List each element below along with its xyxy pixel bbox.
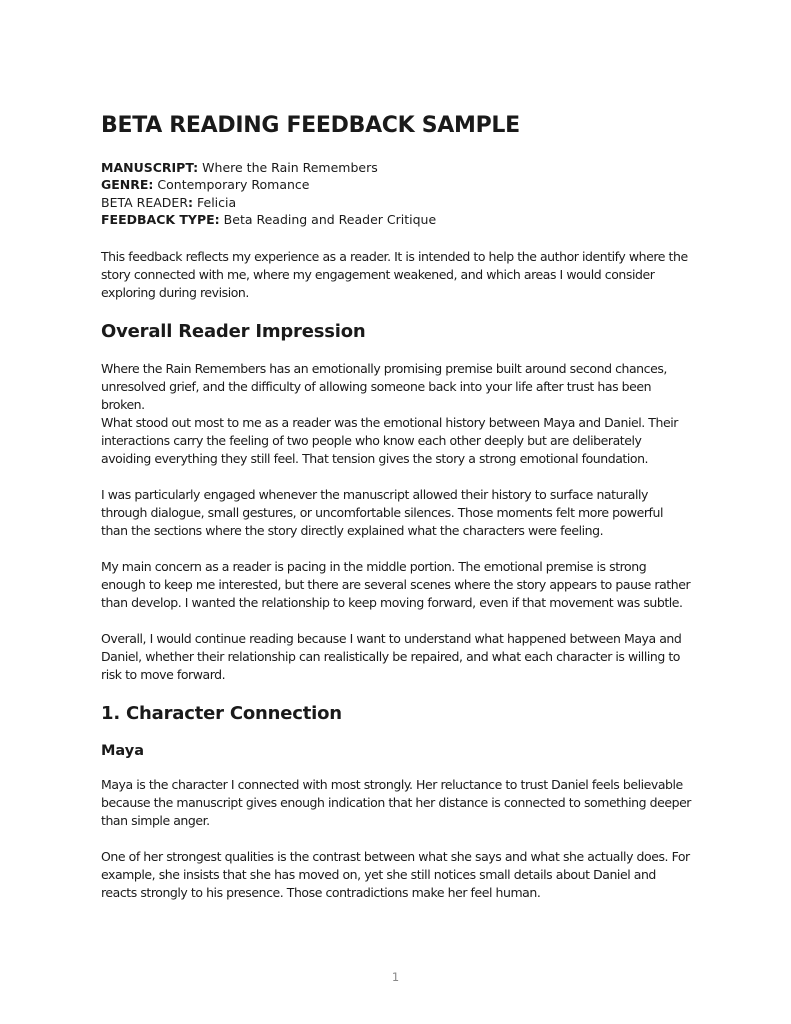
overall-paragraph-1: Where the Rain Remembers has an emotionally promising premise built around second chances, unresolved grief, and the difficulty of allowing someone back into your life after trust has been broken. — [101, 361, 667, 412]
manuscript-line — [101, 159, 436, 176]
maya-paragraph-2: One of her strongest qualities is the contrast between what she says and what she actually does. For example, she insists that she has moved on, yet she still notices small details about Daniel and reacts strongly to his presence. Those contradictions make her feel human. — [101, 849, 690, 900]
genre-value: Contemporary Romance — [157, 177, 310, 193]
beta-reader-value: Felicia — [197, 194, 237, 210]
document-title: BETA READING FEEDBACK SAMPLE — [101, 113, 520, 138]
beta-reader-label: BETA READER — [101, 194, 189, 210]
overall-paragraph-3: I was particularly engaged whenever the manuscript allowed their history to surface naturally through dialogue, small gestures, or uncomfortable silences. Those moments felt more powerful than the sections where the story directly explained what the characters were feeling. — [101, 487, 663, 538]
manuscript-details — [101, 159, 436, 229]
intro-paragraph: This feedback reflects my experience as a reader. It is intended to help the author identify where the story connected with me, where my engagement weakened, and which areas I would consider exploring during revision. — [101, 249, 688, 300]
feedback-type-value: Beta Reading and Reader Critique — [223, 212, 437, 228]
overall-paragraph-4: My main concern as a reader is pacing in the middle portion. The emotional premise is strong enough to keep me interested, but there are several scenes where the story appears to pause rather than develop. I wanted the relationship to keep moving forward, even if that movement was subtle. — [101, 559, 691, 610]
genre-label: GENRE: — [101, 177, 154, 193]
feedback-type-line — [101, 211, 436, 228]
maya-subheading: Maya — [101, 743, 145, 759]
feedback-type-label: FEEDBACK TYPE: — [101, 212, 220, 228]
overall-impression-heading: Overall Reader Impression — [101, 321, 366, 342]
beta-reader-colon: : — [188, 194, 194, 210]
character-connection-heading: 1. Character Connection — [101, 703, 342, 724]
manuscript-value: Where the Rain Remembers — [202, 160, 378, 175]
overall-paragraph-2: What stood out most to me as a reader was the emotional history between Maya and Daniel. Their interactions carry the feeling of two people who know each other deeply but are deliberately avoiding everything they still feel. That tension gives the story a strong emotional foundation. — [101, 415, 678, 466]
overall-paragraph-5: Overall, I would continue reading because I want to understand what happened between Maya and Daniel, whether their relationship can realistically be repaired, and what each character is willing to risk to move forward. — [101, 631, 682, 682]
page-number: 1 — [391, 970, 400, 984]
genre-line — [101, 176, 436, 193]
beta-reader-line — [101, 194, 436, 211]
manuscript-label: MANUSCRIPT: — [101, 160, 199, 175]
maya-paragraph-1: Maya is the character I connected with most strongly. Her reluctance to trust Daniel feels believable because the manuscript gives enough indication that her distance is connected to something deeper than simple anger. — [101, 777, 691, 828]
